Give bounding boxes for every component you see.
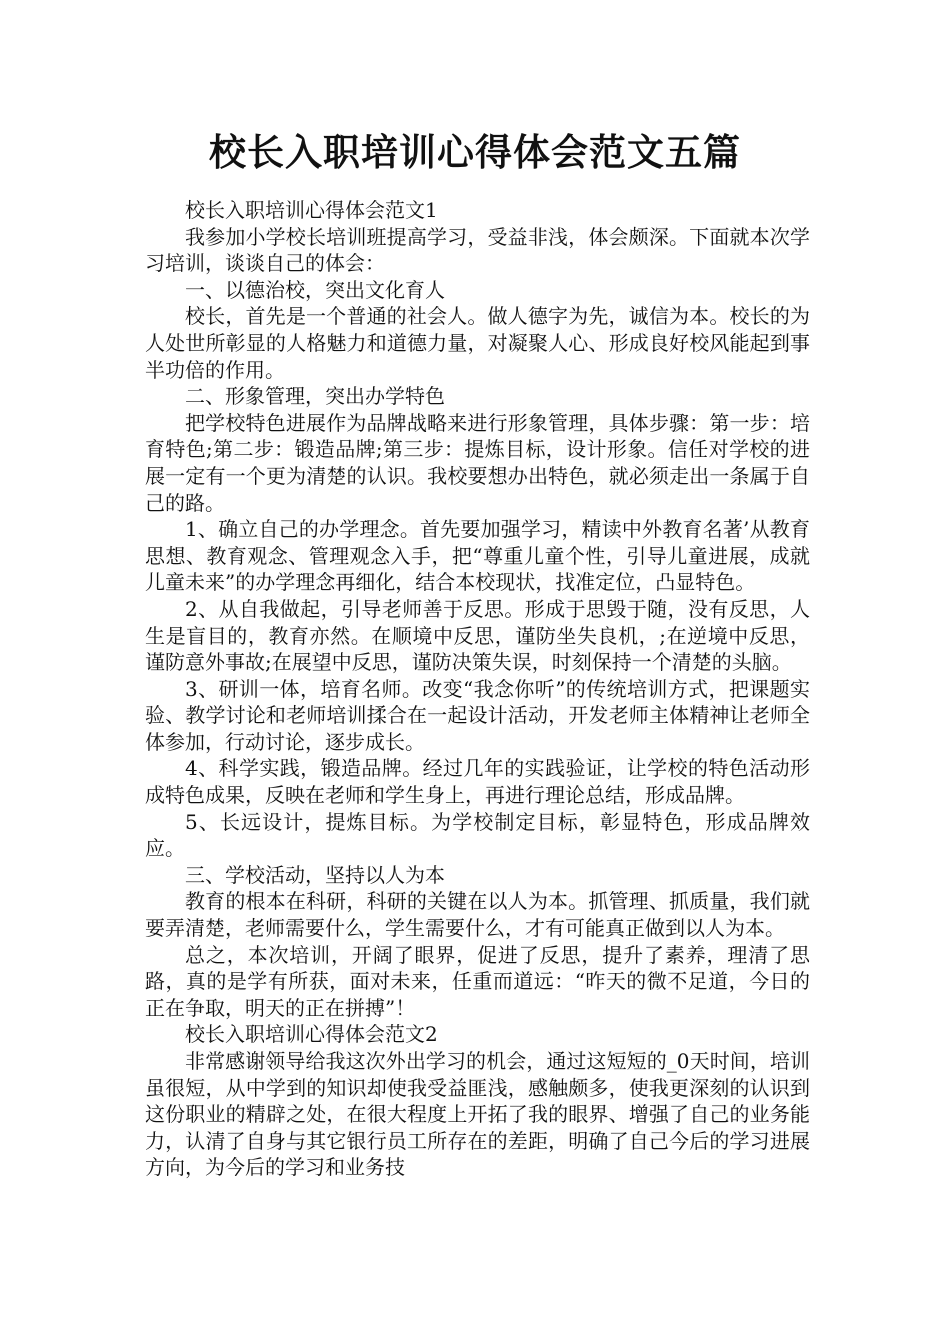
subsection-heading: 三、学校活动，坚持以人为本 xyxy=(185,862,445,887)
subsection-heading: 二、形象管理，突出办学特色 xyxy=(185,384,445,409)
section-heading: 校长入职培训心得体会范文1 xyxy=(185,198,438,222)
document-title: 校长入职培训心得体会范文五篇 xyxy=(209,130,741,174)
body-paragraph: 我参加小学校长培训班提高学习，受益非浅，体会颇深。下面就本次学习培训，谈谈自己的体会： xyxy=(145,224,810,276)
body-paragraph: 5、长远设计，提炼目标。为学校制定目标，彰显特色，形成品牌效应。 xyxy=(145,809,810,861)
subsection-heading: 一、以德治校，突出文化育人 xyxy=(185,277,445,302)
section-heading: 校长入职培训心得体会范文2 xyxy=(185,1022,438,1047)
body-paragraph: 教育的根本在科研，科研的关键在以人为本。抓管理、抓质量，我们就要弄清楚，老师需要什么，学生需要什么，才有可能真正做到以人为本。 xyxy=(145,889,810,941)
body-paragraph: 把学校特色进展作为品牌战略来进行形象管理，具体步骤：第一步：培育特色;第二步：锻造品牌;第三步：提炼目标，设计形象。信任对学校的进展一定有一个更为清楚的认识。我校要想办出特色，就必须走出一条属于自己的路。 xyxy=(145,410,810,515)
body-paragraph: 总之，本次培训，开阔了眼界，促进了反思，提升了素养，理清了思路，真的是学有所获，面对未来，任重而道远：“昨天的微不足道，今日的正在争取，明天的正在拼搏”！ xyxy=(145,942,810,1020)
body-paragraph: 3、研训一体，培育名师。改变“我念你听”的传统培训方式，把课题实验、教学讨论和老师培训揉合在一起设计活动，开发老师主体精神让老师全体参加，行动讨论，逐步成长。 xyxy=(145,676,810,754)
body-paragraph: 1、确立自己的办学理念。首先要加强学习，精读中外教育名著’从教育思想、教育观念、管理观念入手，把“尊重儿童个性，引导儿童进展，成就儿童未来”的办学理念再细化，结合本校现状，找准定位，凸显特色。 xyxy=(145,517,810,595)
body-paragraph: 2、从自我做起，引导老师善于反思。形成于思毁于随，没有反思，人生是盲目的，教育亦然。在顺境中反思，谨防坐失良机，;在逆境中反思，谨防意外事故;在展望中反思，谨防决策失误，时刻保持一个清楚的头脑。 xyxy=(145,596,810,675)
body-paragraph: 4、科学实践，锻造品牌。经过几年的实践验证，让学校的特色活动形成特色成果，反映在老师和学生身上，再进行理论总结，形成品牌。 xyxy=(145,756,810,808)
body-paragraph: 非常感谢领导给我这次外出学习的机会，通过这短短的_0天时间，培训虽很短，从中学到的知识却使我受益匪浅，感触颇多，使我更深刻的认识到这份职业的精辟之处，在很大程度上开拓了我的眼界、增强了自己的业务能力，认清了自身与其它银行员工所存在的差距，明确了自己今后的学习进展方向，为今后的学习和业务技 xyxy=(145,1049,810,1180)
body-paragraph: 校长，首先是一个普通的社会人。做人德字为先，诚信为本。校长的为人处世所彰显的人格魅力和道德力量，对凝聚人心、形成良好校风能起到事半功倍的作用。 xyxy=(145,304,810,382)
document-body xyxy=(145,197,810,1181)
